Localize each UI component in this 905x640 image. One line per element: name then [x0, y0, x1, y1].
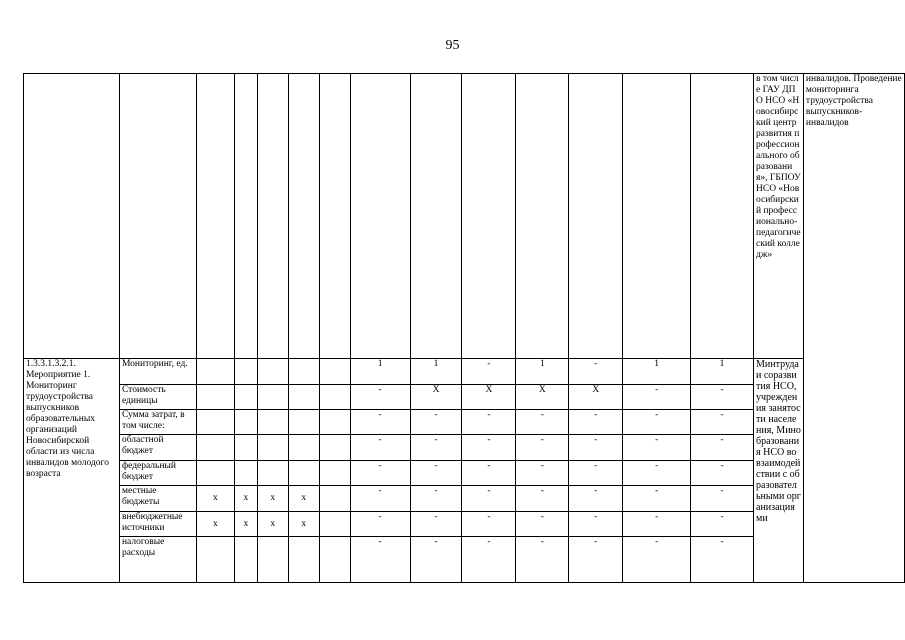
row-label: налоговые расходы — [119, 537, 196, 583]
value-cell: - — [516, 410, 569, 435]
empty-cell — [196, 74, 234, 359]
pre-cell — [234, 385, 257, 410]
pre-cell — [319, 537, 350, 583]
value-cell: - — [691, 512, 754, 537]
value-cell: X — [462, 385, 516, 410]
value-cell: - — [462, 461, 516, 486]
value-cell: - — [462, 512, 516, 537]
pre-cell — [319, 359, 350, 385]
value-cell: - — [691, 486, 754, 512]
pre-cell — [288, 359, 319, 385]
value-cell: - — [410, 410, 462, 435]
value-cell: - — [623, 410, 691, 435]
table-row — [24, 359, 905, 385]
value-cell: - — [623, 512, 691, 537]
empty-cell — [288, 74, 319, 359]
pre-cell — [257, 410, 288, 435]
value-cell: - — [623, 435, 691, 461]
value-cell: 1 — [623, 359, 691, 385]
value-cell: - — [462, 537, 516, 583]
pre-cell: x — [196, 486, 234, 512]
pre-cell — [288, 461, 319, 486]
pre-cell — [196, 435, 234, 461]
value-cell: - — [462, 410, 516, 435]
pre-cell — [319, 486, 350, 512]
empty-cell — [350, 74, 410, 359]
value-cell: 1 — [410, 359, 462, 385]
value-cell: - — [462, 486, 516, 512]
executor-cell: Минтруда и соразвития НСО, учреждения занятости населения, Минобразования НСО во взаимодействии с образовательными организациями — [754, 359, 804, 583]
value-cell: - — [516, 461, 569, 486]
value-cell: - — [569, 461, 623, 486]
row-label: Мониторинг, ед. — [119, 359, 196, 385]
value-cell: - — [623, 385, 691, 410]
pre-cell — [257, 537, 288, 583]
pre-cell — [257, 461, 288, 486]
value-cell: - — [623, 537, 691, 583]
empty-cell — [691, 74, 754, 359]
top-row — [24, 74, 905, 359]
pre-cell — [319, 385, 350, 410]
page-number: 95 — [445, 38, 460, 53]
program-table — [23, 73, 905, 583]
value-cell: - — [691, 385, 754, 410]
pre-cell — [234, 461, 257, 486]
executor-cell-top: в том числе ГАУ ДПО НСО «Новосибирский центр развития профессионального образования», ГБПОУ НСО «Новосибирский профессионально-педагогический колледж» — [754, 74, 804, 359]
empty-cell — [234, 74, 257, 359]
row-label: федеральный бюджет — [119, 461, 196, 486]
pre-cell — [234, 435, 257, 461]
value-cell: - — [350, 461, 410, 486]
value-cell: - — [350, 385, 410, 410]
pre-cell: x — [257, 512, 288, 537]
value-cell: 1 — [516, 359, 569, 385]
empty-cell — [319, 74, 350, 359]
value-cell: - — [691, 537, 754, 583]
row-label: местные бюджеты — [119, 486, 196, 512]
value-cell: - — [569, 512, 623, 537]
value-cell: - — [569, 435, 623, 461]
pre-cell — [196, 359, 234, 385]
value-cell: - — [569, 537, 623, 583]
value-cell: - — [462, 359, 516, 385]
value-cell: 1 — [350, 359, 410, 385]
pre-cell — [319, 461, 350, 486]
value-cell: - — [516, 435, 569, 461]
pre-cell: x — [196, 512, 234, 537]
value-cell: - — [623, 461, 691, 486]
value-cell: X — [516, 385, 569, 410]
pre-cell — [319, 410, 350, 435]
row-label: Стоимость единицы — [119, 385, 196, 410]
result-cell: инвалидов. Проведение мониторинга трудоустройства выпускников-инвалидов — [803, 74, 904, 583]
pre-cell — [196, 385, 234, 410]
pre-cell — [319, 435, 350, 461]
empty-cell — [623, 74, 691, 359]
empty-cell — [410, 74, 462, 359]
empty-cell — [516, 74, 569, 359]
pre-cell — [288, 537, 319, 583]
value-cell: - — [350, 512, 410, 537]
value-cell: - — [410, 512, 462, 537]
value-cell: - — [410, 537, 462, 583]
pre-cell — [196, 461, 234, 486]
row-label: областной бюджет — [119, 435, 196, 461]
pre-cell: x — [288, 512, 319, 537]
empty-cell — [257, 74, 288, 359]
pre-cell — [257, 435, 288, 461]
pre-cell — [288, 435, 319, 461]
value-cell: - — [350, 410, 410, 435]
pre-cell — [257, 385, 288, 410]
value-cell: - — [410, 435, 462, 461]
value-cell: - — [410, 486, 462, 512]
pre-cell — [196, 537, 234, 583]
value-cell: - — [623, 486, 691, 512]
value-cell: - — [462, 435, 516, 461]
value-cell: - — [569, 486, 623, 512]
value-cell: - — [516, 512, 569, 537]
value-cell: - — [350, 537, 410, 583]
value-cell: - — [516, 537, 569, 583]
value-cell: - — [569, 410, 623, 435]
pre-cell: x — [257, 486, 288, 512]
value-cell: - — [516, 486, 569, 512]
pre-cell — [319, 512, 350, 537]
value-cell: X — [569, 385, 623, 410]
empty-cell — [569, 74, 623, 359]
value-cell: - — [569, 359, 623, 385]
pre-cell: x — [234, 512, 257, 537]
value-cell: - — [691, 410, 754, 435]
empty-cell — [119, 74, 196, 359]
value-cell: - — [410, 461, 462, 486]
value-cell: - — [350, 486, 410, 512]
value-cell: 1 — [691, 359, 754, 385]
empty-cell — [462, 74, 516, 359]
pre-cell: x — [234, 486, 257, 512]
event-title-cell: 1.3.3.1.3.2.1. Мероприятие 1. Мониторинг трудоустройства выпускников образовательных организаций Новосибирской области из числа инвалидов молодого возраста — [24, 359, 120, 583]
pre-cell — [234, 359, 257, 385]
value-cell: - — [691, 461, 754, 486]
pre-cell — [234, 410, 257, 435]
pre-cell — [257, 359, 288, 385]
row-label: внебюджетные источники — [119, 512, 196, 537]
pre-cell — [196, 410, 234, 435]
value-cell: - — [691, 435, 754, 461]
pre-cell — [288, 385, 319, 410]
empty-cell — [24, 74, 120, 359]
value-cell: X — [410, 385, 462, 410]
row-label: Сумма затрат, в том числе: — [119, 410, 196, 435]
pre-cell — [288, 410, 319, 435]
pre-cell: x — [288, 486, 319, 512]
value-cell: - — [350, 435, 410, 461]
pre-cell — [234, 537, 257, 583]
